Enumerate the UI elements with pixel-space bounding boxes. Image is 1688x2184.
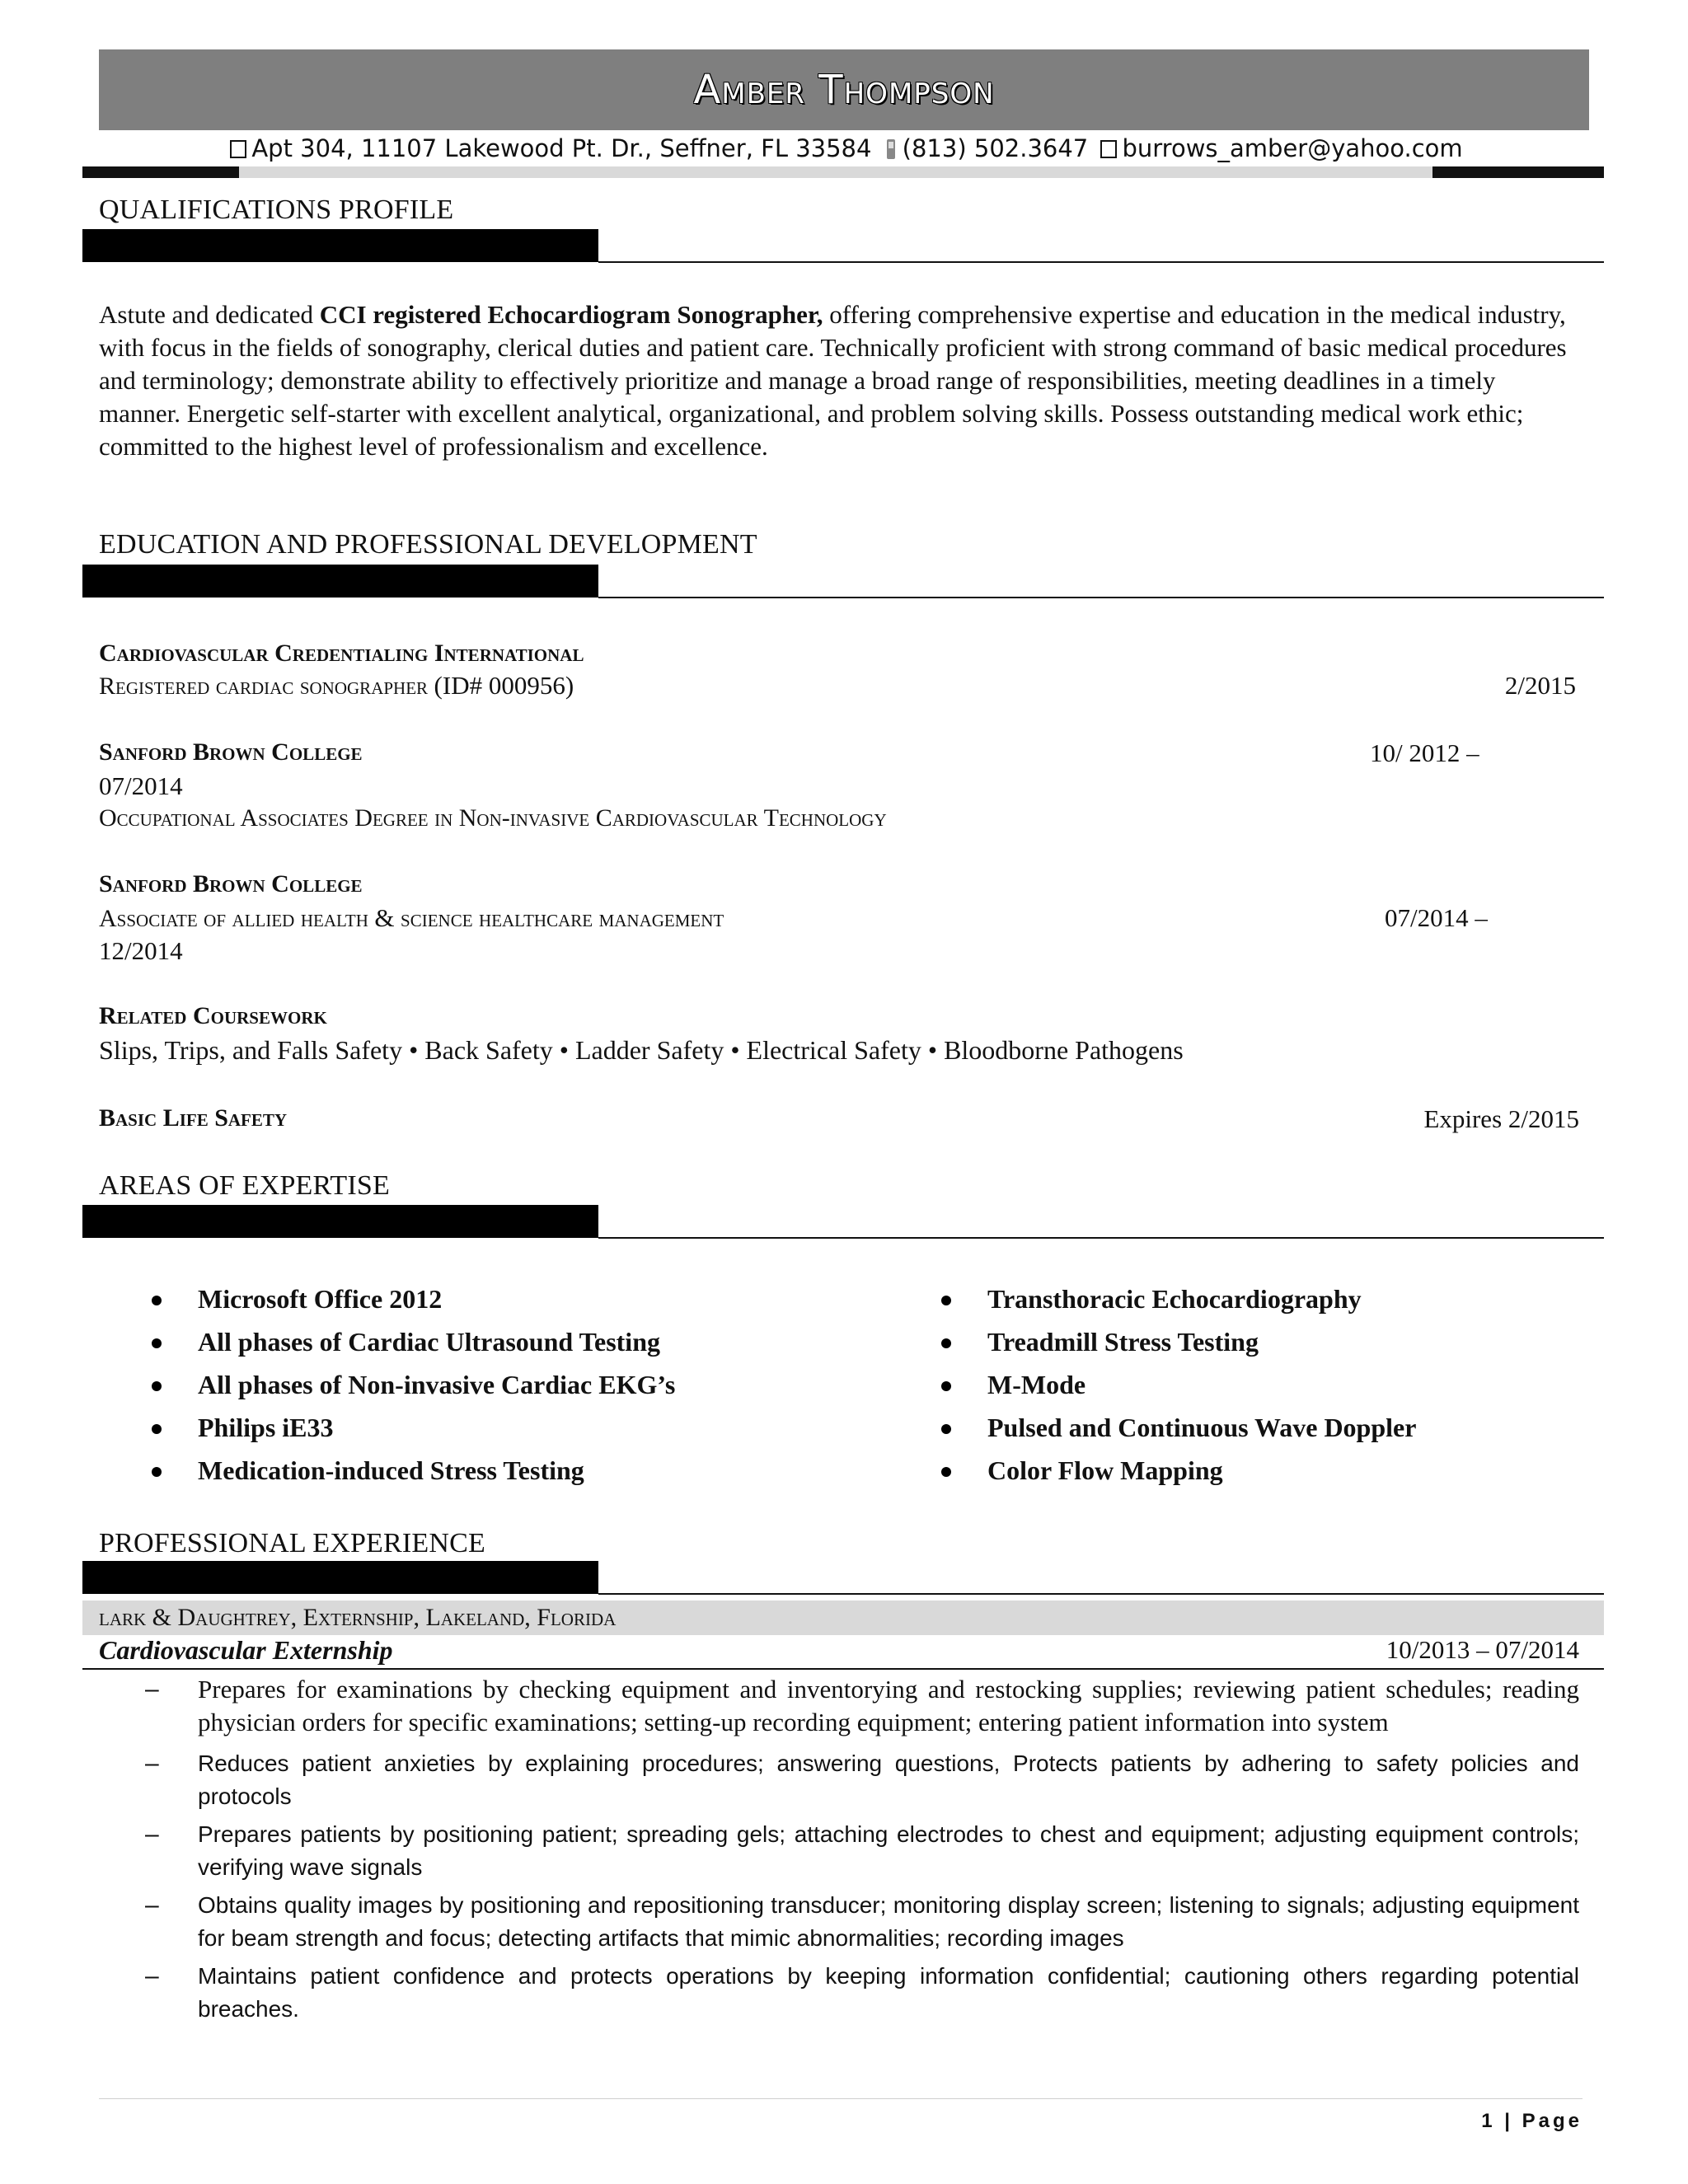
expertise-text: M-Mode [987,1370,1086,1399]
expertise-item [198,1455,584,1486]
bullet-icon [152,1338,162,1348]
duty-item [145,1673,1579,1739]
education-subtitle-amp: & [374,903,395,932]
expertise-item [987,1370,1085,1400]
home-icon [230,130,246,166]
expertise-text: All phases of Cardiac Ultrasound Testing [198,1327,660,1357]
expertise-item [987,1284,1362,1315]
job-title: Cardiovascular Externship [99,1635,393,1665]
qualifications-rest: offering comprehensive expertise and education in the medical industry, with focus in the fields of sonography, clerical duties and patient care. Technically proficient with strong command of basic medical procedures and terminology; demonstrate ability to effectively prioritize and manage a broad range of responsibilities, meeting deadlines in a timely manner. Energetic self-starter with excellent analytical, organizational, and problem solving skills. Possess outstanding medical work ethic; committed to the highest level of professionalism and excellence. [99,300,1567,461]
section-rule [598,261,1604,263]
qualifications-intro: Astute and dedicated [99,300,320,329]
duty-text: Prepares patients by positioning patient; spreading gels; attaching electrodes to chest and equipment; adjusting equipment controls; verifying wave signals [198,1821,1579,1880]
expertise-text: Philips iE33 [198,1413,334,1442]
expertise-item [198,1284,442,1315]
duty-item [145,1960,1579,2026]
bullet-icon [941,1381,951,1391]
duty-item [145,1747,1579,1813]
education-subtitle-text: Registered cardiac sonographer [99,673,434,700]
duty-text: Reduces patient anxieties by explaining procedures; answering questions, Protects patients by adhering to safety policies and protocols [198,1750,1579,1809]
bullet-icon [941,1338,951,1348]
duty-text: Obtains quality images by positioning and repositioning transducer; monitoring display screen; listening to signals; adjusting equipment for beam strength and focus; detecting artifacts that mimic abnormalities; recording images [198,1892,1579,1951]
section-heading-education: EDUCATION AND PROFESSIONAL DEVELOPMENT [99,529,757,560]
coursework-list: Slips, Trips, and Falls Safety • Back Safety • Ladder Safety • Electrical Safety • Bloodborne Pathogens [99,1035,1184,1065]
section-heading-expertise: AREAS OF EXPERTISE [99,1170,390,1201]
duty-text: Maintains patient confidence and protects operations by keeping information confidential; cautioning others regarding potential breaches. [198,1963,1579,2022]
expertise-item [198,1413,334,1443]
education-date: 07/2014 – [1385,903,1488,932]
section-rule [598,1237,1604,1239]
resume-name: Amber Thompson [693,67,995,113]
bullet-icon [941,1296,951,1305]
header-rule-center [239,166,1432,178]
contact-address: Apt 304, 11107 Lakewood Pt. Dr., Seffner, FL 33584 [251,134,872,162]
job-date: 10/2013 – 07/2014 [1386,1635,1579,1664]
job-rule [82,1668,1604,1670]
dash-icon: – [145,1891,159,1919]
section-rule [598,1593,1604,1595]
header-rule-left [82,166,239,178]
contact-email[interactable]: burrows_amber@yahoo.com [1122,134,1463,162]
section-rule [598,597,1604,598]
expertise-text: Microsoft Office 2012 [198,1284,443,1314]
bullet-icon [941,1424,951,1434]
education-subtitle-text: Associate of allied health [99,905,375,932]
expertise-item [987,1413,1416,1443]
expertise-text: Color Flow Mapping [987,1455,1223,1485]
basic-life-safety-date: Expires 2/2015 [1423,1104,1579,1133]
bullet-icon [152,1296,162,1305]
education-title: Cardiovascular Credentialing International [99,640,584,667]
education-title: Sanford Brown College [99,870,363,898]
education-subtitle [99,903,724,933]
mail-icon [1100,130,1117,166]
education-date: 10/ 2012 – [1370,738,1479,767]
duty-item [145,1818,1579,1884]
bullet-icon [152,1424,162,1434]
education-subtitle: Occupational Associates Degree in Non-invasive Cardiovascular Technology [99,804,887,832]
dash-icon: – [145,1750,159,1777]
education-title: Sanford Brown College [99,738,363,766]
education-subtitle [99,671,574,701]
expertise-text: Medication-induced Stress Testing [198,1455,584,1485]
qualifications-bold: CCI registered Echocardiogram Sonographer, [319,300,823,329]
expertise-item [198,1327,660,1357]
qualifications-paragraph [99,298,1582,463]
education-id: (ID# 000956) [434,671,574,700]
dash-icon: – [145,1821,159,1848]
bullet-icon [941,1467,951,1477]
coursework-title: Related Coursework [99,1002,327,1029]
duty-text: Prepares for examinations by checking equipment and inventorying and restocking supplies; reviewing patient schedules; reading physician orders for specific examinations; setting-up recording equipment; entering patient information into system [198,1675,1579,1736]
expertise-item [198,1370,675,1400]
dash-icon: – [145,1962,159,1990]
contact-phone: (813) 502.3647 [902,134,1089,162]
job-company: lark & Daughtrey, Externship, Lakeland, Florida [99,1604,617,1631]
expertise-text: Pulsed and Continuous Wave Doppler [987,1413,1417,1442]
section-block [82,1205,598,1238]
education-date-wrap: 07/2014 [99,771,183,800]
phone-icon [884,130,898,166]
duty-item [145,1889,1579,1955]
page-number: 1 | Page [1481,2110,1582,2132]
expertise-text: All phases of Non-invasive Cardiac EKG’s [198,1370,676,1399]
expertise-item [987,1455,1223,1486]
basic-life-safety-title: Basic Life Safety [99,1104,288,1132]
bullet-icon [152,1381,162,1391]
expertise-item [987,1327,1259,1357]
section-block [82,1561,598,1594]
section-block [82,229,598,262]
dash-icon: – [145,1675,159,1703]
expertise-text: Treadmill Stress Testing [987,1327,1259,1357]
section-heading-experience: PROFESSIONAL EXPERIENCE [99,1528,485,1558]
section-block [82,565,598,598]
footer-rule [99,2098,1582,2099]
section-heading-qualifications: QUALIFICATIONS PROFILE [99,194,454,225]
expertise-text: Transthoracic Echocardiography [987,1284,1362,1314]
contact-line [99,130,1589,166]
header-rule-right [1432,166,1604,178]
education-date-wrap: 12/2014 [99,936,183,965]
education-date: 2/2015 [1504,671,1576,700]
bullet-icon [152,1467,162,1477]
education-subtitle-text: science healthcare management [394,905,724,932]
